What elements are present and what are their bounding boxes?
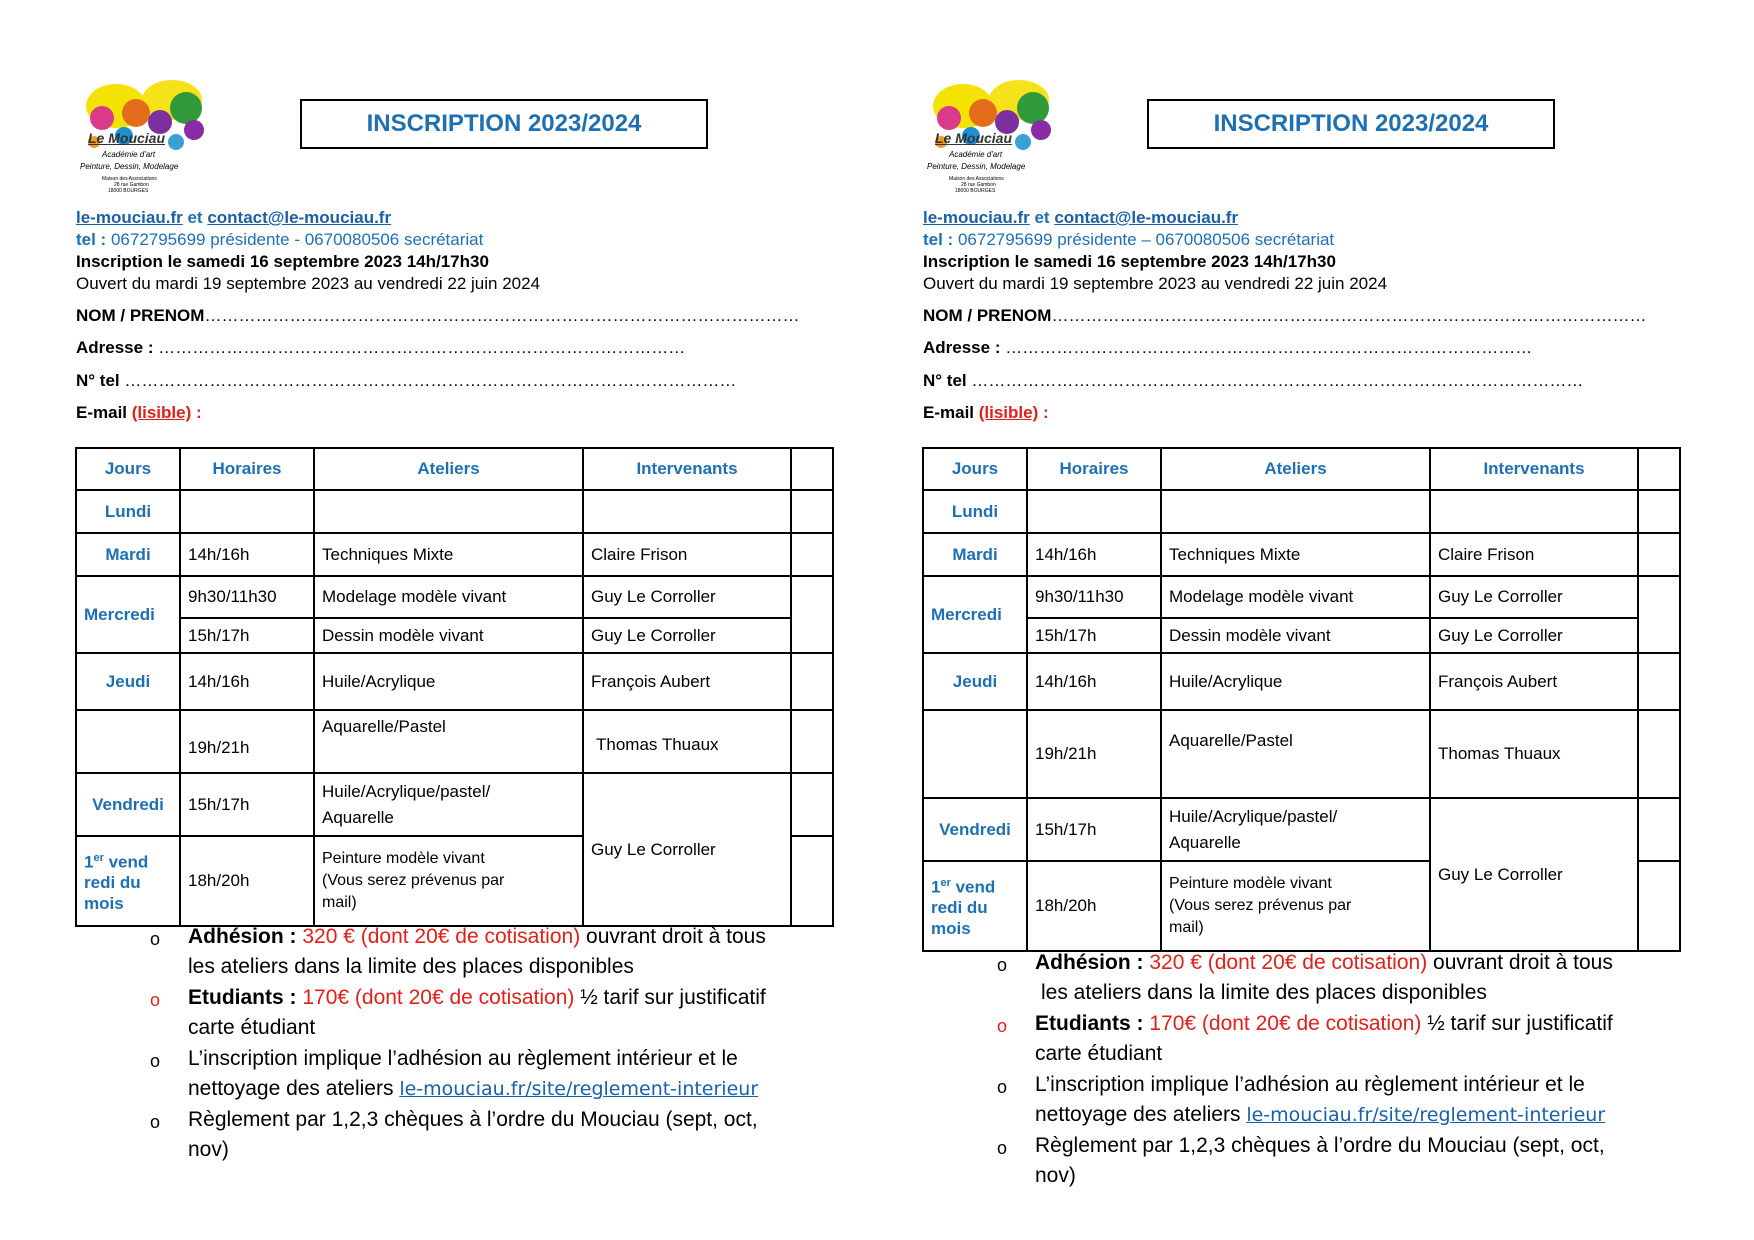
etudiants-price: 170€ (dont 20€ de cotisation) — [1149, 1012, 1422, 1035]
name-label: NOM / PRENOM — [76, 306, 205, 325]
cell-workshop — [1161, 798, 1430, 861]
adhesion-price: 320 € (dont 20€ de cotisation) — [302, 925, 581, 948]
tel-label: tel : — [923, 230, 958, 249]
workshop-line-3: mail) — [322, 894, 357, 911]
website-link[interactable]: le-mouciau.fr — [76, 208, 183, 227]
cell-hours: 9h30/11h30 — [180, 576, 314, 618]
adhesion-line-2: les ateliers dans la limite des places disponibles — [1041, 981, 1487, 1004]
logo-address-2: 28 rue Gambon — [114, 182, 149, 188]
email-field[interactable] — [76, 403, 202, 423]
logo-tagline: Peinture, Dessin, Modelage — [927, 162, 1026, 171]
cell-workshop: Aquarelle/Pastel — [314, 710, 583, 773]
schedule-table — [75, 447, 834, 927]
page-title: INSCRIPTION 2023/2024 — [366, 110, 642, 137]
list-item — [144, 922, 834, 982]
opening-dates: Ouvert du mardi 19 septembre 2023 au vendredi 22 juin 2024 — [76, 274, 541, 293]
address-label: Adresse : — [923, 338, 1006, 357]
cell-workshop — [314, 773, 583, 836]
table-row — [76, 618, 833, 653]
address-field[interactable] — [76, 338, 685, 358]
list-item — [144, 983, 834, 1043]
phone-dots: ……………………………………………………………………………………………… — [124, 371, 737, 390]
bullet-mark: o — [150, 1112, 161, 1132]
etudiants-line-2: carte étudiant — [188, 1016, 316, 1039]
first-friday-2: vend — [950, 877, 996, 897]
first-friday-3: redi du — [931, 898, 988, 918]
cell-teacher: Thomas Thuaux — [583, 710, 791, 773]
contact-et: et — [1029, 208, 1055, 227]
tel-numbers: 0672795699 présidente - 0670080506 secrétariat — [110, 230, 484, 249]
workshop-line-1: Huile/Acrylique/pastel/ — [322, 781, 491, 801]
cell-hours: 14h/16h — [1027, 533, 1161, 576]
cell-workshop: Dessin modèle vivant — [314, 618, 583, 653]
cell-workshop: Modelage modèle vivant — [1161, 576, 1430, 618]
cell-teacher: Guy Le Corroller — [1430, 798, 1638, 951]
cell-workshop — [314, 836, 583, 926]
list-item — [991, 948, 1681, 1008]
table-row — [923, 533, 1680, 576]
table-row — [76, 653, 833, 710]
name-dots: …………………………………………………………………………………………… — [1051, 306, 1647, 325]
bullet-mark: o — [150, 929, 161, 949]
logo-address-2: 28 rue Gambon — [961, 182, 996, 188]
cell-hours: 19h/21h — [1027, 710, 1161, 798]
email-link[interactable]: contact@le-mouciau.fr — [207, 208, 392, 227]
conditions-list — [144, 922, 834, 1166]
day-vendredi: Vendredi — [76, 773, 180, 836]
table-row — [923, 490, 1680, 533]
cheques-line-2: nov) — [188, 1138, 229, 1161]
workshop-line-2: (Vous serez prévenus par — [322, 872, 505, 889]
first-friday-4: mois — [84, 894, 124, 914]
logo-address-3: 18000 BOURGES — [108, 188, 149, 194]
day-mercredi: Mercredi — [923, 576, 1027, 653]
phone-dots: ……………………………………………………………………………………………… — [971, 371, 1584, 390]
cell-workshop: Modelage modèle vivant — [314, 576, 583, 618]
etudiants-label: Etudiants : — [188, 986, 303, 1009]
etudiants-line-2: carte étudiant — [1035, 1042, 1163, 1065]
col-jours: Jours — [923, 448, 1027, 490]
contact-links — [76, 208, 391, 228]
phone-label: N° tel — [923, 371, 972, 390]
contact-et: et — [182, 208, 208, 227]
cheques-line-2: nov) — [1035, 1164, 1076, 1187]
title-box — [1147, 99, 1555, 149]
cell-hours: 15h/17h — [180, 773, 314, 836]
workshop-line-1: Peinture modèle vivant — [322, 850, 485, 867]
col-ateliers: Ateliers — [1161, 448, 1430, 490]
conditions-list — [991, 948, 1681, 1192]
cell-hours: 14h/16h — [1027, 653, 1161, 710]
cell-workshop — [1161, 861, 1430, 951]
first-friday-sup: er — [93, 851, 104, 864]
email-colon: : — [1038, 403, 1049, 422]
tel-numbers: 0672795699 présidente – 0670080506 secrétariat — [957, 230, 1335, 249]
table-row — [923, 576, 1680, 618]
cell-workshop: Dessin modèle vivant — [1161, 618, 1430, 653]
col-intervenants: Intervenants — [1430, 448, 1638, 490]
cheques-line-1: Règlement par 1,2,3 chèques à l’ordre du Mouciau (sept, oct, — [1035, 1134, 1605, 1157]
list-item — [991, 1070, 1681, 1130]
day-mardi: Mardi — [923, 533, 1027, 576]
cell-teacher: Guy Le Corroller — [583, 773, 791, 926]
phone-label: N° tel — [76, 371, 125, 390]
workshop-line-1: Huile/Acrylique/pastel/ — [1169, 806, 1338, 826]
website-link[interactable]: le-mouciau.fr — [923, 208, 1030, 227]
cell-teacher: Guy Le Corroller — [1430, 618, 1638, 653]
table-row — [76, 490, 833, 533]
first-friday-3: redi du — [84, 873, 141, 893]
table-header-row — [923, 448, 1680, 490]
cell-hours: 19h/21h — [180, 710, 314, 773]
cell-teacher: François Aubert — [1430, 653, 1638, 710]
reglement-link[interactable]: le-mouciau.fr/site/reglement-interieur — [399, 1078, 759, 1100]
list-item — [144, 1044, 834, 1104]
cell-workshop: Huile/Acrylique — [314, 653, 583, 710]
cell-teacher: Guy Le Corroller — [583, 576, 791, 618]
cell-teacher: Claire Frison — [1430, 533, 1638, 576]
first-friday-2: vend — [103, 852, 149, 872]
tel-label: tel : — [76, 230, 111, 249]
name-field[interactable] — [76, 306, 799, 326]
adhesion-price: 320 € (dont 20€ de cotisation) — [1149, 951, 1428, 974]
inscription-date: Inscription le samedi 16 septembre 2023 14h/17h30 — [923, 252, 1336, 271]
day-jeudi: Jeudi — [76, 653, 180, 710]
col-horaires: Horaires — [180, 448, 314, 490]
cell-workshop: Techniques Mixte — [1161, 533, 1430, 576]
first-friday-sup: er — [940, 876, 951, 889]
cell-teacher: Thomas Thuaux — [1430, 710, 1638, 798]
email-link[interactable]: contact@le-mouciau.fr — [1054, 208, 1239, 227]
list-item — [991, 1131, 1681, 1191]
adhesion-rest: ouvrant droit à tous — [1427, 951, 1613, 974]
workshop-line-2: Aquarelle — [1169, 832, 1241, 852]
title-box — [300, 99, 708, 149]
workshop-line-2: Aquarelle — [322, 807, 394, 827]
first-friday-4: mois — [931, 919, 971, 939]
email-label: E-mail — [923, 403, 979, 422]
table-row — [76, 773, 833, 836]
opening-dates: Ouvert du mardi 19 septembre 2023 au vendredi 22 juin 2024 — [923, 274, 1388, 293]
day-mercredi: Mercredi — [76, 576, 180, 653]
reglement-link[interactable]: le-mouciau.fr/site/reglement-interieur — [1246, 1104, 1606, 1126]
day-lundi: Lundi — [76, 490, 180, 533]
logo — [76, 78, 210, 202]
table-row — [76, 710, 833, 773]
logo-subtitle: Académie d'art — [102, 150, 156, 159]
table-row — [923, 798, 1680, 861]
etudiants-label: Etudiants : — [1035, 1012, 1150, 1035]
day-lundi: Lundi — [923, 490, 1027, 533]
flyer-right — [847, 0, 1724, 1240]
cell-teacher: François Aubert — [583, 653, 791, 710]
name-field[interactable] — [923, 306, 1646, 326]
day-mardi: Mardi — [76, 533, 180, 576]
col-extra — [1638, 448, 1680, 490]
bullet-mark: o — [150, 1051, 161, 1071]
reglement-line-2: nettoyage des ateliers — [188, 1077, 400, 1100]
bullet-mark: o — [997, 1138, 1008, 1158]
logo-title: Le Mouciau — [88, 130, 166, 146]
cell-workshop: Aquarelle/Pastel — [1161, 710, 1430, 798]
cell-hours: 18h/20h — [1027, 861, 1161, 951]
reglement-line-1: L’inscription implique l’adhésion au règlement intérieur et le — [1035, 1073, 1585, 1096]
name-dots: …………………………………………………………………………………………… — [204, 306, 800, 325]
phone-line — [923, 230, 1334, 250]
etudiants-rest: ½ tarif sur justificatif — [574, 986, 766, 1009]
logo-tagline: Peinture, Dessin, Modelage — [80, 162, 179, 171]
bullet-mark: o — [997, 1077, 1008, 1097]
address-field[interactable] — [923, 338, 1532, 358]
phone-field[interactable] — [76, 371, 736, 391]
cell-hours: 14h/16h — [180, 533, 314, 576]
cell-teacher: Guy Le Corroller — [1430, 576, 1638, 618]
cell-workshop: Huile/Acrylique — [1161, 653, 1430, 710]
address-dots: ………………………………………………………………………………… — [158, 338, 686, 357]
table-row — [76, 533, 833, 576]
phone-field[interactable] — [923, 371, 1583, 391]
logo-subtitle: Académie d'art — [949, 150, 1003, 159]
reglement-line-1: L’inscription implique l’adhésion au règlement intérieur et le — [188, 1047, 738, 1070]
cell-teacher: Guy Le Corroller — [583, 618, 791, 653]
adhesion-line-2: les ateliers dans la limite des places disponibles — [188, 955, 634, 978]
email-colon: : — [191, 403, 202, 422]
legible-note: (lisible) — [978, 403, 1039, 422]
adhesion-label: Adhésion : — [188, 925, 303, 948]
cell-teacher: Claire Frison — [583, 533, 791, 576]
col-horaires: Horaires — [1027, 448, 1161, 490]
inscription-date: Inscription le samedi 16 septembre 2023 14h/17h30 — [76, 252, 489, 271]
logo — [923, 78, 1057, 202]
day-jeudi: Jeudi — [923, 653, 1027, 710]
col-jours: Jours — [76, 448, 180, 490]
workshop-line-3: mail) — [1169, 919, 1204, 936]
workshop-line-2: (Vous serez prévenus par — [1169, 897, 1352, 914]
email-field[interactable] — [923, 403, 1049, 423]
contact-links — [923, 208, 1238, 228]
cell-workshop: Techniques Mixte — [314, 533, 583, 576]
table-row — [76, 576, 833, 618]
name-label: NOM / PRENOM — [923, 306, 1052, 325]
bullet-mark: o — [150, 990, 161, 1010]
adhesion-rest: ouvrant droit à tous — [580, 925, 766, 948]
page-title: INSCRIPTION 2023/2024 — [1213, 110, 1489, 137]
table-row — [923, 653, 1680, 710]
col-ateliers: Ateliers — [314, 448, 583, 490]
bullet-mark: o — [997, 955, 1008, 975]
cheques-line-1: Règlement par 1,2,3 chèques à l’ordre du Mouciau (sept, oct, — [188, 1108, 758, 1131]
logo-address-1: Maison des Associations — [949, 176, 1004, 182]
cell-hours: 15h/17h — [1027, 798, 1161, 861]
adhesion-label: Adhésion : — [1035, 951, 1150, 974]
list-item — [144, 1105, 834, 1165]
first-friday-1: 1 — [931, 877, 941, 897]
first-friday-1: 1 — [84, 852, 94, 872]
cell-hours: 18h/20h — [180, 836, 314, 926]
logo-address-3: 18000 BOURGES — [955, 188, 996, 194]
table-header-row — [76, 448, 833, 490]
list-item — [991, 1009, 1681, 1069]
day-first-friday — [76, 836, 180, 926]
cell-hours: 15h/17h — [1027, 618, 1161, 653]
workshop-line-1: Peinture modèle vivant — [1169, 875, 1332, 892]
phone-line — [76, 230, 483, 250]
day-first-friday — [923, 861, 1027, 951]
legible-note: (lisible) — [131, 403, 192, 422]
schedule-table — [922, 447, 1681, 952]
col-intervenants: Intervenants — [583, 448, 791, 490]
logo-title: Le Mouciau — [935, 130, 1013, 146]
email-label: E-mail — [76, 403, 132, 422]
cell-hours: 14h/16h — [180, 653, 314, 710]
table-row — [923, 710, 1680, 798]
address-label: Adresse : — [76, 338, 159, 357]
reglement-line-2: nettoyage des ateliers — [1035, 1103, 1247, 1126]
table-row — [923, 618, 1680, 653]
logo-address-1: Maison des Associations — [102, 176, 157, 182]
day-vendredi: Vendredi — [923, 798, 1027, 861]
address-dots: ………………………………………………………………………………… — [1005, 338, 1533, 357]
bullet-mark: o — [997, 1016, 1008, 1036]
cell-hours: 15h/17h — [180, 618, 314, 653]
col-extra — [791, 448, 833, 490]
etudiants-rest: ½ tarif sur justificatif — [1421, 1012, 1613, 1035]
cell-hours: 9h30/11h30 — [1027, 576, 1161, 618]
etudiants-price: 170€ (dont 20€ de cotisation) — [302, 986, 575, 1009]
